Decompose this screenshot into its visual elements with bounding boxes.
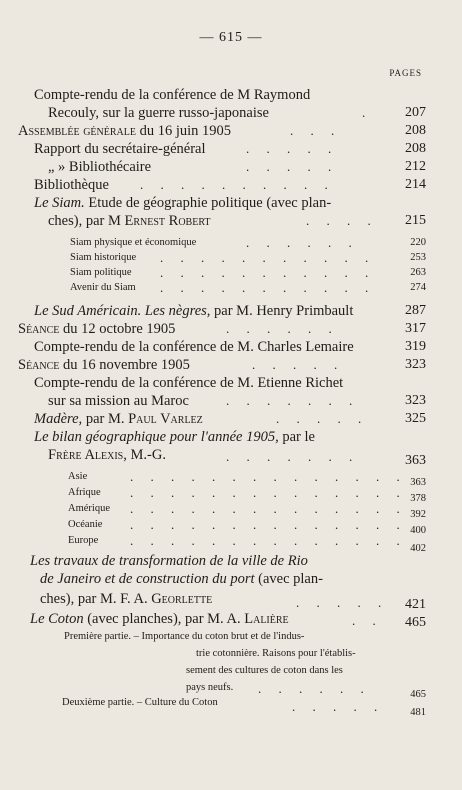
entry-page: 323 xyxy=(405,357,426,372)
entry-author: Ernest Robert xyxy=(124,213,211,229)
entry-title: de Janeiro et de construction du port xyxy=(40,571,255,587)
entry-text: sur sa mission au Maroc xyxy=(48,393,189,409)
entry-text: trie cotonnière. Raisons pour l'établis- xyxy=(196,648,356,659)
entry-page: 325 xyxy=(405,411,426,426)
entry-text: par le xyxy=(278,429,315,445)
entry-page: 214 xyxy=(405,177,426,192)
entry-text: Océanie xyxy=(68,519,103,530)
entry-title: Le Siam. xyxy=(34,195,85,211)
entry-title: Le bilan géographique pour l'année 1905, xyxy=(34,429,279,445)
entry-text: Compte-rendu de la conférence de M. Etienne Richet xyxy=(34,375,344,391)
entry-text: Europe xyxy=(68,535,99,546)
entry-page: 207 xyxy=(405,105,426,120)
entry-text: Asie xyxy=(68,471,88,482)
pages-column-header: PAGES xyxy=(389,68,422,78)
entry-author: Lalière xyxy=(244,611,289,627)
entry-prefix: Assemblée générale xyxy=(18,123,136,139)
entry-text: Compte-rendu de la conférence de M Raymond xyxy=(34,87,311,103)
entry-text: par M. xyxy=(82,411,129,427)
entry-title: Le Sud Américain. Les nègres, xyxy=(34,303,211,319)
entry-text: Recouly, sur la guerre russo-japonaise xyxy=(48,105,269,121)
entry-page: 220 xyxy=(410,237,426,248)
entry-page: 378 xyxy=(410,493,426,504)
page-number: — 615 — xyxy=(199,30,263,45)
entry-text: Siam politique xyxy=(70,267,132,278)
entry-text: ches), par M. F. A. xyxy=(40,591,152,607)
entry-text: Première partie. – Importance du coton brut et de l'indus- xyxy=(64,631,305,642)
entry-text: Bibliothèque xyxy=(34,177,109,193)
entry-text: du 16 juin 1905 xyxy=(135,123,232,139)
entry-page: 319 xyxy=(405,339,426,354)
entry-page: 287 xyxy=(405,303,426,318)
entry-page: 421 xyxy=(405,597,426,612)
entry-page: 392 xyxy=(410,509,426,520)
entry-page: 317 xyxy=(405,321,426,336)
entry-title: Le Coton xyxy=(30,611,84,627)
entry-prefix: Séance xyxy=(18,321,60,337)
entry-page: 263 xyxy=(410,267,426,278)
entry-page: 208 xyxy=(405,141,426,156)
entry-page: 208 xyxy=(405,123,426,138)
entry-text: Amérique xyxy=(68,503,110,514)
entry-text: Rapport du secrétaire-général xyxy=(34,141,206,157)
entry-text: (avec plan- xyxy=(254,571,323,587)
entry-prefix: Séance xyxy=(18,357,60,373)
entry-title: Madère, xyxy=(34,411,83,427)
entry-text: (avec planches), par M. A. xyxy=(83,611,245,627)
entry-text: du 12 octobre 1905 xyxy=(59,321,176,337)
entry-text: „ » Bibliothécaire xyxy=(48,159,152,175)
entry-text: du 16 novembre 1905 xyxy=(59,357,190,373)
entry-text: ches), par M xyxy=(48,213,125,229)
entry-text: Afrique xyxy=(68,487,101,498)
entry-text: sement des cultures de coton dans les xyxy=(186,665,343,676)
entry-text: Siam historique xyxy=(70,252,137,263)
entry-author: Frère Alexis, M.-G. xyxy=(48,447,166,463)
entry-text: Compte-rendu de la conférence de M. Charles Lemaire xyxy=(34,339,354,355)
entry-author: Paul Varlez xyxy=(128,411,203,427)
entry-text: Siam physique et économique xyxy=(70,237,197,248)
entry-text: par M. Henry Primbault xyxy=(210,303,354,319)
entry-text: Deuxième partie. – Culture du Coton xyxy=(62,697,218,708)
entry-page: 465 xyxy=(410,689,426,700)
entry-page: 400 xyxy=(410,525,426,536)
entry-page: 481 xyxy=(410,707,426,718)
entry-page: 215 xyxy=(405,213,426,228)
entry-page: 212 xyxy=(405,159,426,174)
entry-page: 363 xyxy=(405,453,426,468)
entry-author: Georlette xyxy=(151,591,213,607)
entry-title: Les travaux de transformation de la ville de Rio xyxy=(30,553,308,569)
document-page: — 615 — PAGES Compte-rendu de la conférence de M Raymond Recouly, sur la guerre russo-japonaise . 207 Assemblée générale du 16 juin 1905 . . . 208 Rapport du secrétaire-général . . . . . 208 „ » Bibliothécaire . . . . . 212 Bibliothèque . . . . . . . . . . 214 Le Siam. Etude de géographie politique (avec plan- ches), par M Ernest Robert . . . . 215 Siam physique et économique . . . . . . 220 Siam historique . . . . . . . . . . . 253 Siam politique . . . . . . . . . . . 263 Avenir du Siam . . . . . . . . . . . 274 Le Sud Américain. Les nègres, par M. Henry Primbault 287 Séance du 12 octobre 1905 . . . . . . 317 Compte-rendu de la conférence de M. Charles Lemaire 319 Séance du 16 novembre 1905 . . . . . 323 Compte-rendu de la conférence de M. Etienne Richet sur sa mission au Maroc . . . . . . . 323 Madère, par M. Paul Varlez . . . . . 325 Le bilan géographique pour l'année 1905, par le Frère Alexis, M.-G. . . . . . . . 363 Asie . . . . . . . . . . . . . . 363 Afrique . . . . . . . . . . . . . . 378 Amérique . . . . . . . . . . . . . . 392 Océanie . . . . . . . . . . . . . . 400 Europe . . . . . . . . . . . . . . 402 Les travaux de transformation de la ville de Rio de Janeiro et de construction du port (avec plan- ches), par M. F. A. Georlette . . . . . 421 Le Coton (avec planches), par M. A. Lalière . . 465 Première partie. – Importance du coton brut et de l'indus- trie cotonnière. Raisons pour l'établis- sement des cultures de coton dans les pays neufs. . . . . . . 465 Deuxième partie. – Culture du Coton . . . . . 481 xyxy=(0,0,462,790)
entry-text: Etude de géographie politique (avec plan- xyxy=(84,195,332,211)
entry-page: 363 xyxy=(410,477,426,488)
entry-page: 253 xyxy=(410,252,426,263)
entry-text: pays neufs. xyxy=(186,682,234,693)
entry-text: Avenir du Siam xyxy=(70,282,136,293)
entry-page: 402 xyxy=(410,543,426,554)
entry-page: 274 xyxy=(410,282,426,293)
entry-page: 465 xyxy=(405,615,426,630)
entry-page: 323 xyxy=(405,393,426,408)
